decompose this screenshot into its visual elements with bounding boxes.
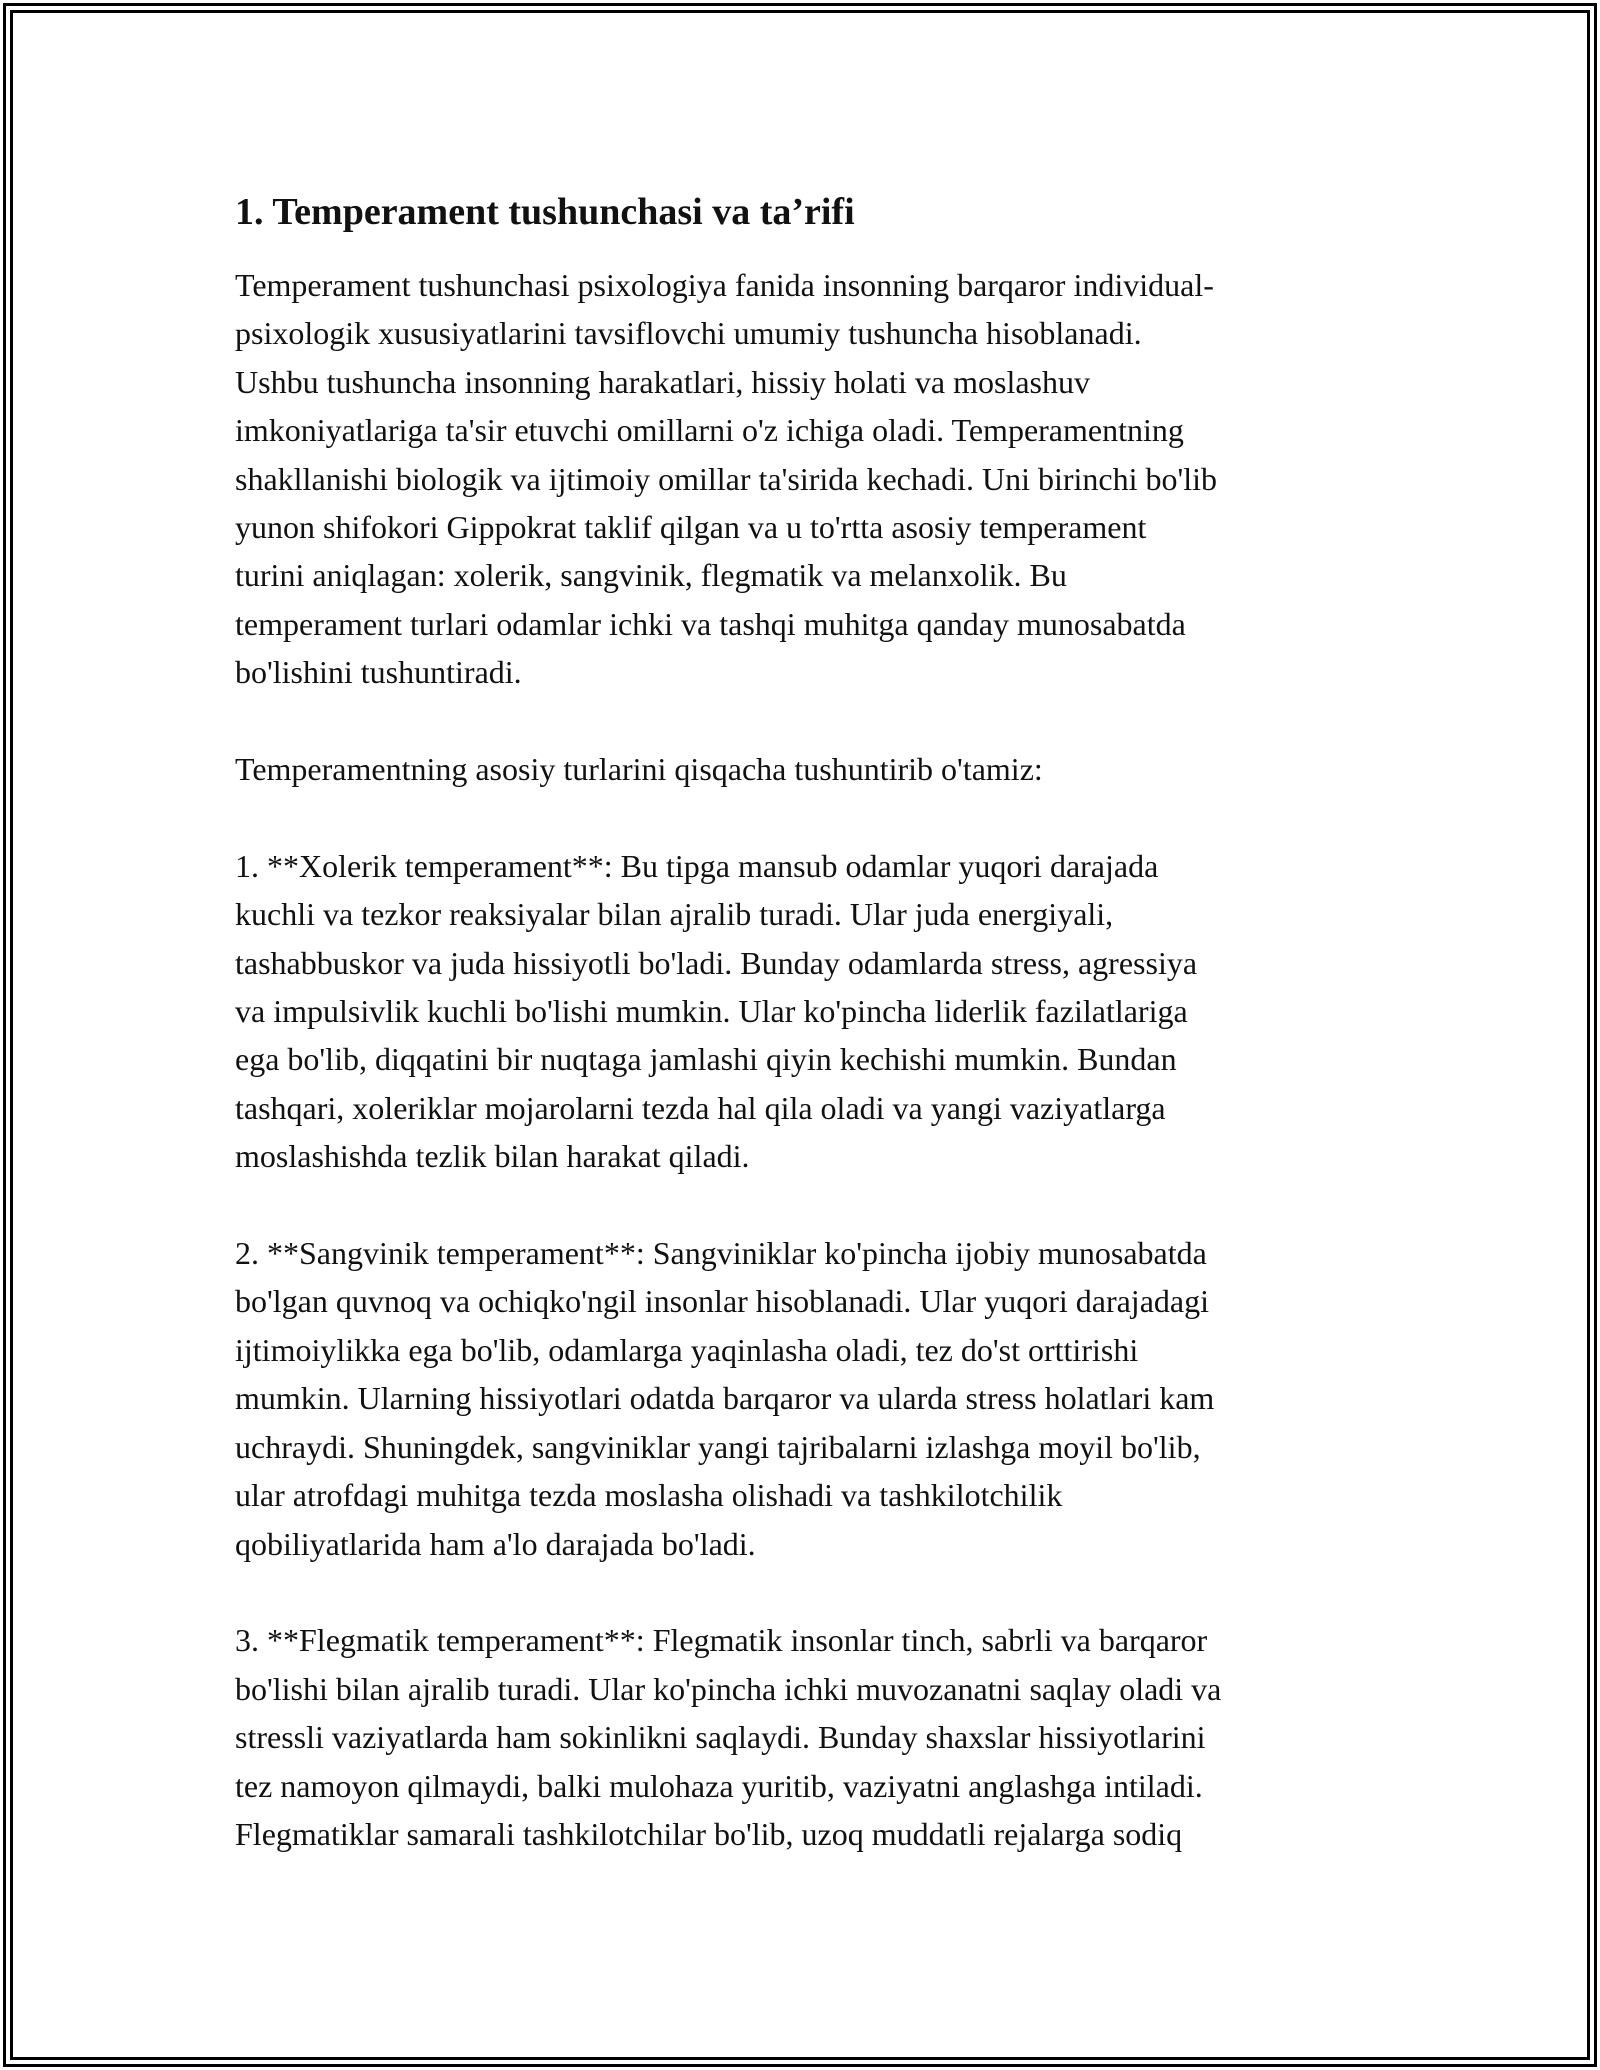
paragraph-xolerik bbox=[235, 842, 1375, 1181]
text-line: bo'lgan quvnoq va ochiqko'ngil insonlar hisoblanadi. Ular yuqori darajadagi bbox=[235, 1283, 1209, 1320]
text-line: 1. **Xolerik temperament**: Bu tipga mansub odamlar yuqori darajada bbox=[235, 847, 1159, 884]
text-line: va impulsivlik kuchli bo'lishi mumkin. Ular ko'pincha liderlik fazilatlariga bbox=[235, 993, 1188, 1030]
text-line: mumkin. Ularning hissiyotlari odatda barqaror va ularda stress holatlari kam bbox=[235, 1380, 1215, 1417]
text-line: ular atrofdagi muhitga tezda moslasha olishadi va tashkilotchilik bbox=[235, 1477, 1063, 1514]
paragraph-flegmatik bbox=[235, 1616, 1375, 1858]
text-line: ijtimoiylikka ega bo'lib, odamlarga yaqinlasha oladi, tez do'st orttirishi bbox=[235, 1331, 1139, 1368]
text-line: Flegmatiklar samarali tashkilotchilar bo'lib, uzoq muddatli rejalarga sodiq bbox=[235, 1815, 1183, 1852]
text-line: stressli vaziyatlarda ham sokinlikni saqlaydi. Bunday shaxslar hissiyotlarini bbox=[235, 1719, 1206, 1756]
paragraph-sangvinik bbox=[235, 1229, 1375, 1568]
text-line: imkoniyatlariga ta'sir etuvchi omillarni o'z ichiga oladi. Temperamentning bbox=[235, 412, 1184, 449]
text-line: shakllanishi biologik va ijtimoiy omillar ta'sirida kechadi. Uni birinchi bo'lib bbox=[235, 460, 1218, 497]
text-line: kuchli va tezkor reaksiyalar bilan ajralib turadi. Ular juda energiyali, bbox=[235, 896, 1114, 933]
text-line: bo'lishi bilan ajralib turadi. Ular ko'pincha ichki muvozanatni saqlay oladi va bbox=[235, 1670, 1222, 1707]
text-line: turini aniqlagan: xolerik, sangvinik, flegmatik va melanxolik. Bu bbox=[235, 557, 1067, 594]
text-line: 2. **Sangvinik temperament**: Sangviniklar ko'pincha ijobiy munosabatda bbox=[235, 1235, 1207, 1272]
section-heading: 1. Temperament tushunchasi va ta’rifi bbox=[235, 191, 855, 233]
text-line: yunon shifokori Gippokrat taklif qilgan va u to'rtta asosiy temperament bbox=[235, 509, 1147, 546]
text-line: psixologik xususiyatlarini tavsiflovchi umumiy tushuncha hisoblanadi. bbox=[235, 315, 1142, 352]
text-line: tashqari, xoleriklar mojarolarni tezda hal qila oladi va yangi vaziyatlarga bbox=[235, 1089, 1166, 1126]
text-line: tez namoyon qilmaydi, balki mulohaza yuritib, vaziyatni anglashga intiladi. bbox=[235, 1767, 1203, 1804]
text-line: temperament turlari odamlar ichki va tashqi muhitga qanday munosabatda bbox=[235, 605, 1186, 642]
text-line: Temperament tushunchasi psixologiya fanida insonning barqaror individual- bbox=[235, 267, 1214, 303]
text-line: Temperamentning asosiy turlarini qisqacha tushuntirib o'tamiz: bbox=[235, 751, 1043, 788]
paragraph-intro bbox=[235, 745, 1375, 793]
text-line: Ushbu tushuncha insonning harakatlari, hissiy holati va moslashuv bbox=[235, 363, 1090, 400]
text-line: ega bo'lib, diqqatini bir nuqtaga jamlashi qiyin kechishi mumkin. Bundan bbox=[235, 1041, 1177, 1078]
text-line: qobiliyatlarida ham a'lo darajada bo'ladi. bbox=[235, 1525, 756, 1562]
text-line: tashabbuskor va juda hissiyotli bo'ladi. Bunday odamlarda stress, agressiya bbox=[235, 944, 1198, 981]
document-body bbox=[235, 185, 1375, 1907]
text-line: bo'lishini tushuntiradi. bbox=[235, 654, 522, 691]
text-line: moslashishda tezlik bilan harakat qiladi. bbox=[235, 1138, 750, 1175]
paragraph-definition bbox=[235, 261, 1375, 697]
text-line: uchraydi. Shuningdek, sangviniklar yangi tajribalarni izlashga moyil bo'lib, bbox=[235, 1428, 1201, 1465]
text-line: 3. **Flegmatik temperament**: Flegmatik insonlar tinch, sabrli va barqaror bbox=[235, 1622, 1208, 1659]
